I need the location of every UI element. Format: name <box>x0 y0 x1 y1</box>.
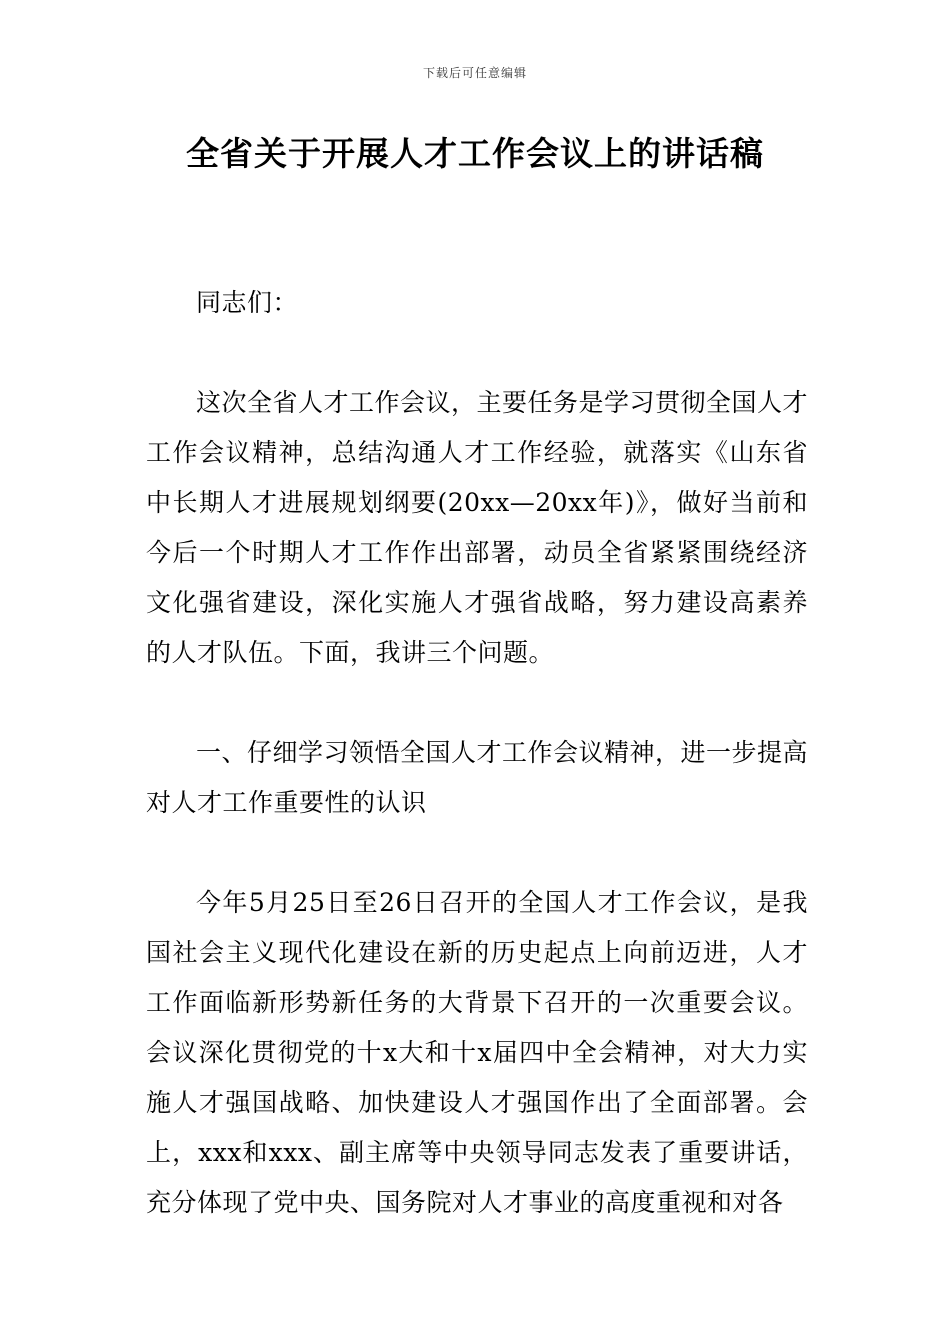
body-paragraph: 今年5月25日至26日召开的全国人才工作会议，是我国社会主义现代化建设在新的历史起点上向前迈进，人才工作面临新形势新任务的大背景下召开的一次重要会议。会议深化贯彻党的十x大和十x届四中全会精神，对大力实施人才强国战略、加快建设人才强国作出了全面部署。会上，xxx和xxx、副主席等中央领导同志发表了重要讲话，充分体现了党中央、国务院对人才事业的高度重视和对各 <box>146 888 808 1217</box>
document-body <box>146 278 808 1278</box>
document-title: 全省关于开展人才工作会议上的讲话稿 <box>186 134 764 173</box>
salutation-paragraph: 同志们： <box>196 288 299 317</box>
section-heading-paragraph: 一、仔细学习领悟全国人才工作会议精神，进一步提高对人才工作重要性的认识 <box>146 738 809 817</box>
header-note: 下载后可任意编辑 <box>422 66 527 80</box>
intro-paragraph: 这次全省人才工作会议，主要任务是学习贯彻全国人才工作会议精神，总结沟通人才工作经验，就落实《山东省中长期人才进展规划纲要(20xx—20xx年)》，做好当前和今后一个时期人才工作作出部署，动员全省紧紧围绕经济文化强省建设，深化实施人才强省战略，努力建设高素养的人才队伍。下面，我讲三个问题。 <box>146 388 809 667</box>
